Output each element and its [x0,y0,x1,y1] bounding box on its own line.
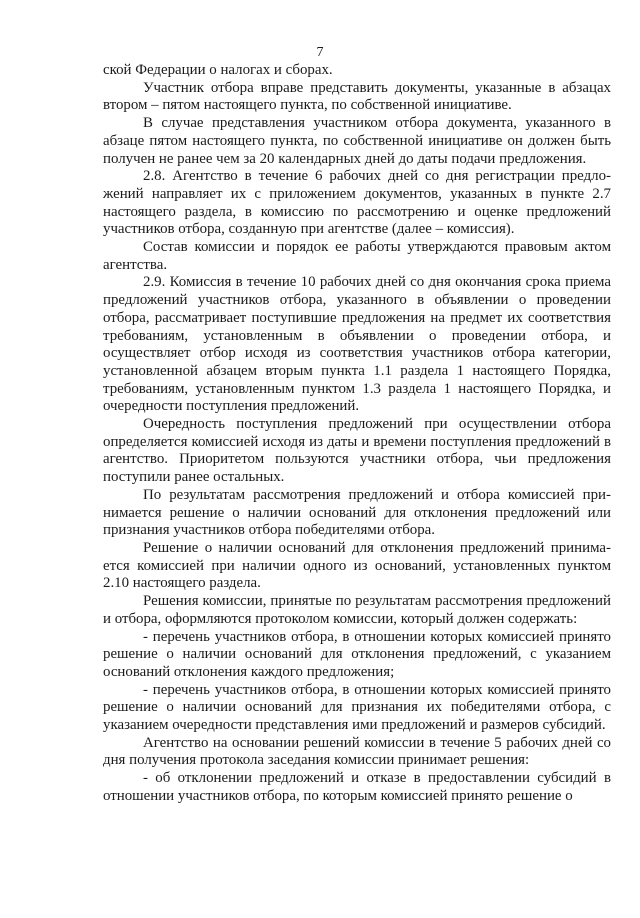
paragraph: Решения комиссии, принятые по результатам рассмотрения предложений и отбора, оформляются протоколом комиссии, который должен содержать: [103,593,611,627]
document-body [103,62,611,806]
paragraph: Решение о наличии оснований для отклонения предложений принимается комиссией при наличии одного из оснований, установленных пунктом 2.10 настоящего раздела. [103,539,611,592]
paragraph-continuation: ской Федерации о налогах и сборах. [103,62,333,78]
paragraph: В случае представления участником отбора документа, указанного в абзаце пятом настоящего пункта, по собственной инициативе он должен быть получен не ранее чем за 20 календарных дней до даты подачи предложения. [103,115,611,167]
page-number: 7 [316,45,324,60]
paragraph: Состав комиссии и порядок ее работы утверждаются правовым актом агентства. [103,239,611,273]
list-item: - перечень участников отбора, в отношении которых комиссией принято решение о наличии оснований для отклонения предложений, с указанием оснований отклонения каждого предложения; [103,628,611,680]
paragraph: Очередность поступления предложений при осуществлении отбора определяется комиссией исходя из даты и времени поступления предложений в агентство. Приоритетом пользуются участники отбора, чьи предложения поступили ранее остальных. [103,416,611,486]
paragraph: Участник отбора вправе представить документы, указанные в абзацах втором – пятом настоящего пункта, по собственной инициативе. [103,79,611,114]
list-item: - перечень участников отбора, в отношении которых комиссией принято решение о наличии оснований для признания их победителями отбора, с указанием очередности представления ими предложений и размеров субсидий. [103,681,611,734]
paragraph-clause-2-9: 2.9. Комиссия в течение 10 рабочих дней со дня окончания срока приема предложений участников отбора, указанного в объявлении о проведении отбора, рассматривает поступившие предложения на предмет их соответствия требованиям, установленным в объявлении о проведении отбора, и осуществляет отбор исходя из соответствия участников отбора категории, установленной абзацем вторым пункта 1.1 раздела 1 настоящего Порядка, требованиям, установленным пунктом 1.3 раздела 1 настоящего Порядка, и очередности поступления предложений. [103,274,611,415]
paragraph: По результатам рассмотрения предложений и отбора комиссией принимается решение о наличии оснований для отклонения предложений или признания участников отбора победителями отбора. [103,486,611,539]
paragraph-clause-2-8: 2.8. Агентство в течение 6 рабочих дней со дня регистрации предложений направляет их с приложением документов, указанных в пункте 2.7 настоящего раздела, в комиссию по рассмотрению и оценке предложений участников отбора, созданную при агентстве (далее – комиссия). [103,168,611,238]
list-item: - об отклонении предложений и отказе в предоставлении субсидий в отношении участников отбора, по которым комиссией принято решение о [103,770,611,804]
paragraph: Агентство на основании решений комиссии в течение 5 рабочих дней со дня получения протокола заседания комиссии принимает решения: [103,734,611,769]
